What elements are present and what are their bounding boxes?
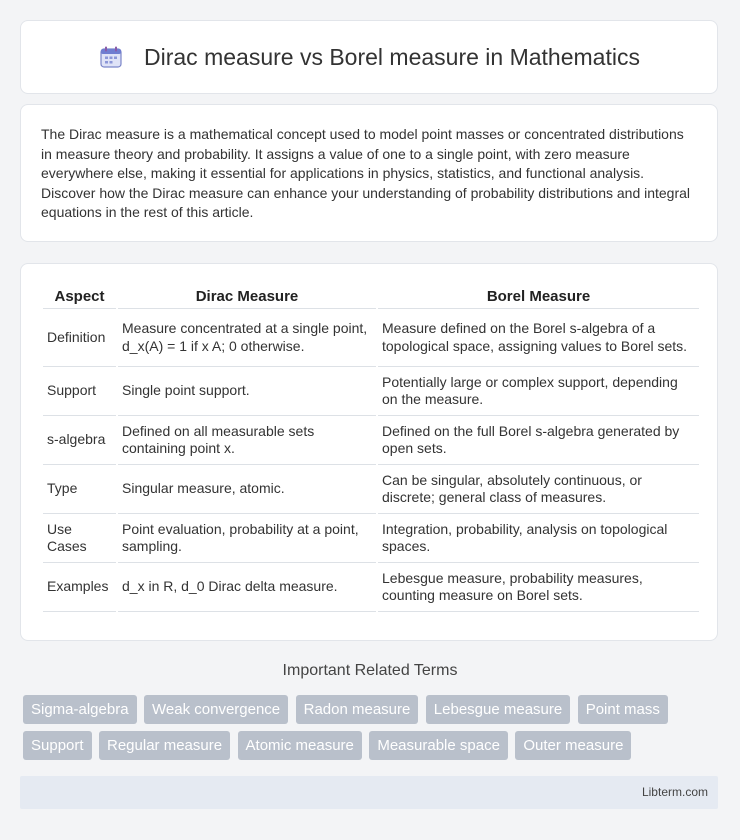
tag-measurable-space[interactable]: Measurable space [369, 731, 508, 760]
table-row [43, 367, 699, 416]
calendar-icon [98, 44, 124, 70]
intro-text: The Dirac measure is a mathematical concept used to model point masses or concentrated distributions in measure theory and probability. It assigns a value of one to a single point, with zero measure everywhere else, making it essential for applications in physics, statistics, and functional analysis. Discover how the Dirac measure can enhance your understanding of probability distributions and integral equations in the rest of this article. [41, 126, 691, 220]
cell-borel: Can be singular, absolutely continuous, or discrete; general class of measures. [378, 465, 699, 514]
cell-borel: Measure defined on the Borel s-algebra of a topological space, assigning values to Borel sets. [378, 309, 699, 367]
tag-atomic-measure[interactable]: Atomic measure [238, 731, 362, 760]
tag-sigma-algebra[interactable]: Sigma-algebra [23, 695, 137, 724]
cell-borel: Defined on the full Borel s-algebra generated by open sets. [378, 416, 699, 465]
cell-dirac: d_x in R, d_0 Dirac delta measure. [118, 563, 376, 612]
table-row [43, 563, 699, 612]
cell-aspect: Support [43, 367, 116, 416]
related-terms-heading: Important Related Terms [282, 662, 458, 679]
cell-dirac: Defined on all measurable sets containing point x. [118, 416, 376, 465]
cell-dirac: Measure concentrated at a single point, d_x(A) = 1 if x A; 0 otherwise. [118, 309, 376, 367]
tag-weak-convergence[interactable]: Weak convergence [144, 695, 288, 724]
table-row [43, 465, 699, 514]
cell-dirac: Point evaluation, probability at a point, sampling. [118, 514, 376, 563]
comparison-table [41, 282, 701, 612]
header-dirac: Dirac Measure [118, 282, 376, 309]
cell-borel: Potentially large or complex support, depending on the measure. [378, 367, 699, 416]
footer [20, 776, 718, 809]
footer-link[interactable]: Libterm.com [641, 785, 708, 799]
intro-card [20, 104, 718, 242]
cell-aspect: Definition [43, 309, 116, 367]
cell-aspect: Examples [43, 563, 116, 612]
table-row [43, 416, 699, 465]
cell-dirac: Singular measure, atomic. [118, 465, 376, 514]
title-card [20, 20, 718, 94]
cell-dirac: Single point support. [118, 367, 376, 416]
tag-support[interactable]: Support [23, 731, 92, 760]
cell-aspect: s-algebra [43, 416, 116, 465]
cell-borel: Integration, probability, analysis on topological spaces. [378, 514, 699, 563]
tag-outer-measure[interactable]: Outer measure [515, 731, 631, 760]
header-aspect: Aspect [43, 282, 116, 309]
tag-radon-measure[interactable]: Radon measure [296, 695, 419, 724]
tag-regular-measure[interactable]: Regular measure [99, 731, 230, 760]
table-row [43, 309, 699, 367]
cell-borel: Lebesgue measure, probability measures, counting measure on Borel sets. [378, 563, 699, 612]
table-header-row [43, 282, 699, 309]
comparison-card [20, 263, 718, 641]
page-title-text: Dirac measure vs Borel measure in Mathematics [144, 43, 640, 70]
page-title [98, 44, 640, 71]
cell-aspect: Use Cases [43, 514, 116, 563]
table-row [43, 514, 699, 563]
tag-lebesgue-measure[interactable]: Lebesgue measure [426, 695, 570, 724]
related-terms-list [23, 695, 723, 767]
cell-aspect: Type [43, 465, 116, 514]
tag-point-mass[interactable]: Point mass [578, 695, 668, 724]
header-borel: Borel Measure [378, 282, 699, 309]
